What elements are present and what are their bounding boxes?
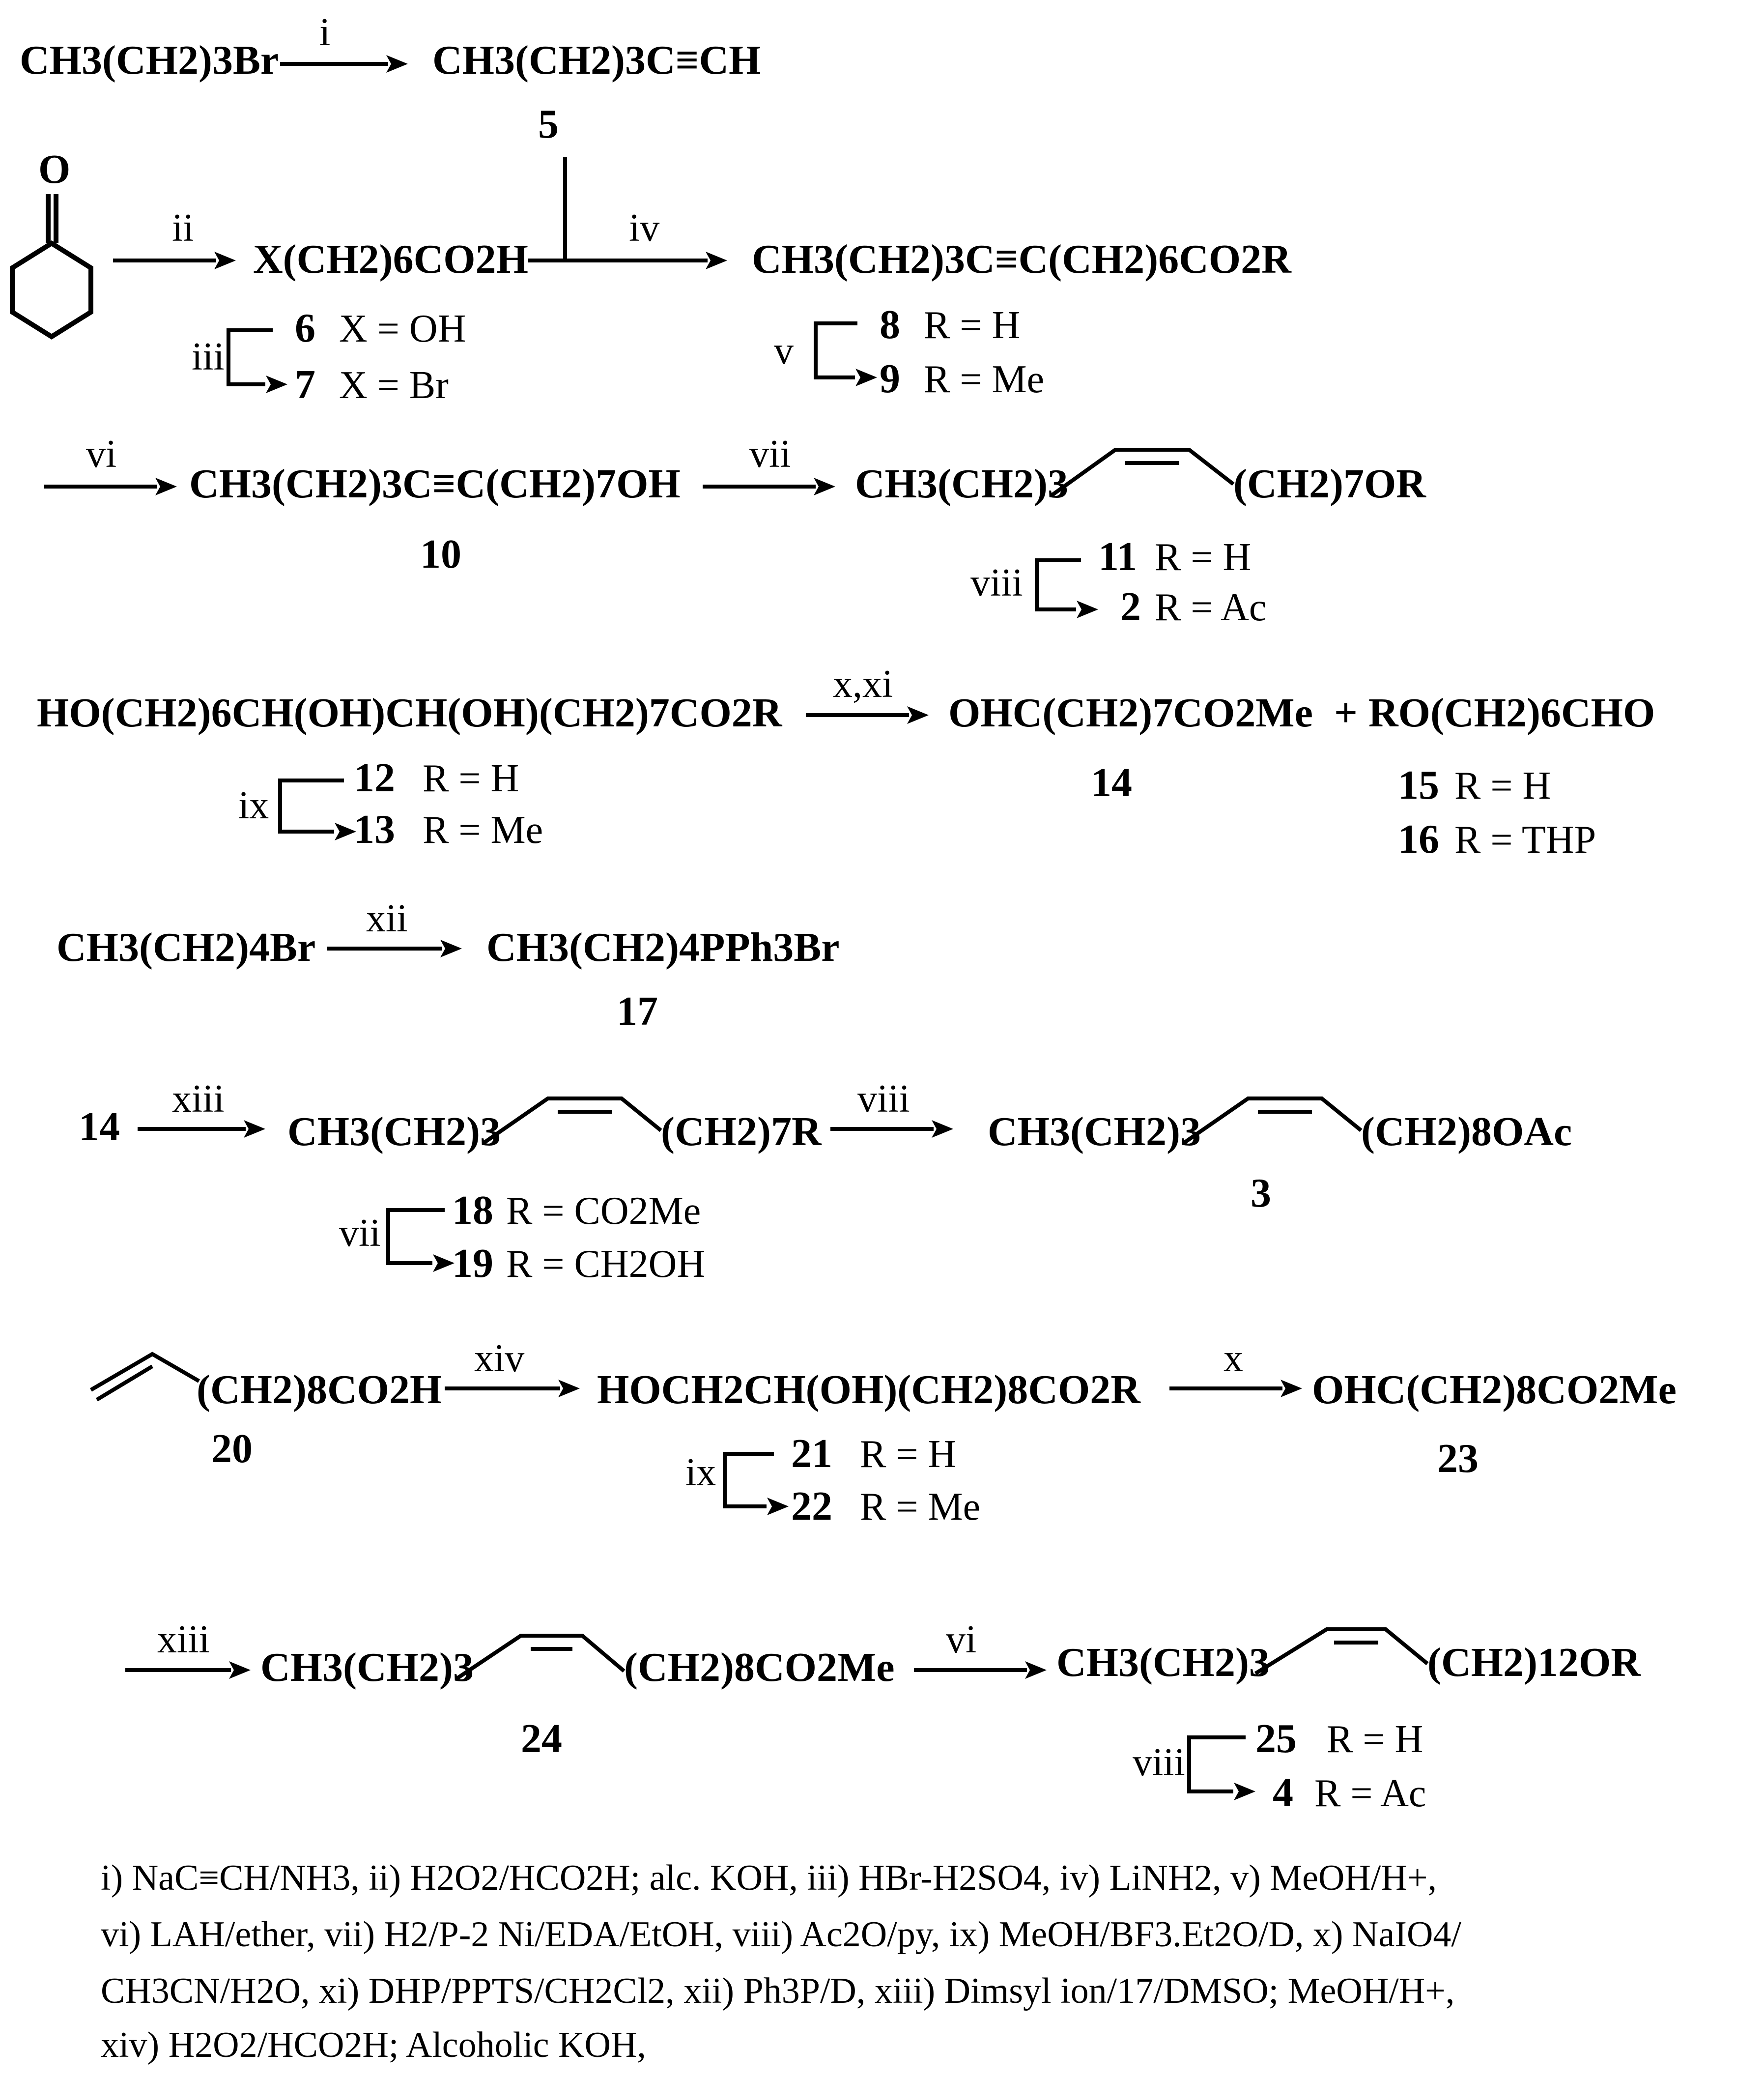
compound-label-5: 5 (538, 101, 559, 147)
compound-label-24: 24 (521, 1716, 562, 1761)
step-label-vi: vi (86, 433, 117, 476)
compound-label-18: 18 (452, 1187, 493, 1233)
compound-label-14: 14 (1091, 760, 1132, 806)
compound-25-definition: R = H (1327, 1718, 1423, 1761)
step-label-ix: ix (238, 784, 269, 827)
compound-label-3: 3 (1251, 1170, 1271, 1216)
compound-label-15: 15 (1398, 762, 1439, 808)
formula-phosphonium-salt: CH3(CH2)4PPh3Br (486, 924, 840, 970)
product-right-group: (CH2)8OAc (1361, 1109, 1572, 1154)
formula-undecynoic-acid: CH3(CH2)3C≡C(CH2)6CO2R (752, 236, 1291, 282)
step-label-viii: viii (970, 561, 1023, 605)
compound-label-6: 6 (295, 305, 315, 351)
alkene-acid-chain: (CH2)8CO2H (197, 1367, 442, 1413)
product-right-group: (CH2)12OR (1427, 1640, 1641, 1685)
step-label-viii: viii (1133, 1741, 1185, 1784)
step-label-vii: vii (749, 433, 791, 476)
formula-hydroxy-aldehyde: RO(CH2)6CHO (1368, 690, 1655, 736)
step-label-ix: ix (685, 1451, 716, 1494)
step-label-viii: viii (857, 1077, 910, 1121)
compound-22-definition: R = Me (860, 1485, 981, 1529)
compound-9-definition: R = Me (924, 358, 1045, 401)
alkene-right-group: (CH2)7R (661, 1109, 822, 1154)
compound-label-11: 11 (1098, 534, 1138, 579)
reagent-legend-line-3: CH3CN/H2O, xi) DHP/PPTS/CH2Cl2, xii) Ph3P/D, xiii) Dimsyl ion/17/DMSO; MeOH/H+, (101, 1971, 1455, 2011)
compound-label-2: 2 (1120, 584, 1141, 630)
alkene-left-group: CH3(CH2)3 (287, 1109, 501, 1154)
formula-undecynol: CH3(CH2)3C≡C(CH2)7OH (189, 461, 681, 507)
step-label-iii: iii (192, 335, 225, 378)
compound-label-17: 17 (617, 988, 658, 1034)
compound-8-definition: R = H (924, 304, 1021, 347)
compound-label-19: 19 (452, 1241, 493, 1286)
compound-15-definition: R = H (1454, 764, 1551, 808)
reagent-legend-line-4: xiv) H2O2/HCO2H; Alcoholic KOH, (101, 2025, 646, 2065)
step-label-v: v (774, 329, 794, 373)
compound-label-22: 22 (791, 1483, 832, 1529)
alkene-right-group: (CH2)8CO2Me (624, 1645, 895, 1690)
formula-aldehyde-ester-23: OHC(CH2)8CO2Me (1312, 1367, 1677, 1413)
step-label-vi: vi (946, 1618, 977, 1661)
formula-hexyne: CH3(CH2)3C≡CH (432, 37, 761, 83)
alkene-left-group: CH3(CH2)3 (855, 461, 1068, 507)
reagent-legend-line-1: i) NaC≡CH/NH3, ii) H2O2/HCO2H; alc. KOH, iii) HBr-H2SO4, iv) LiNH2, v) MeOH/H+, (101, 1858, 1437, 1898)
formula-butyl-bromide: CH3(CH2)3Br (20, 37, 279, 83)
compound-label-20: 20 (211, 1426, 253, 1472)
compound-label-7: 7 (295, 362, 315, 407)
reagent-legend-line-2: vi) LAH/ether, vii) H2/P-2 Ni/EDA/EtOH, viii) Ac2O/py, ix) MeOH/BF3.Et2O/D, x) NaIO4/ (101, 1914, 1461, 1955)
formula-pentyl-bromide: CH3(CH2)4Br (57, 924, 316, 970)
compound-2-definition: R = Ac (1155, 586, 1267, 629)
alkene-left-group: CH3(CH2)3 (260, 1645, 474, 1690)
compound-label-13: 13 (354, 807, 395, 852)
step-label-xiv: xiv (474, 1337, 525, 1380)
step-label-xii: xii (366, 897, 408, 940)
compound-21-definition: R = H (860, 1433, 957, 1476)
formula-hydroxy-heptanoic-acid: X(CH2)6CO2H (253, 236, 528, 282)
compound-label-16: 16 (1398, 816, 1439, 862)
compound-18-definition: R = CO2Me (506, 1189, 701, 1233)
formula-dihydroxy-acid: HOCH2CH(OH)(CH2)8CO2R (597, 1367, 1140, 1413)
product-left-group: CH3(CH2)3 (1056, 1640, 1270, 1685)
compound-7-definition: X = Br (339, 364, 449, 407)
plus-sign: + (1334, 690, 1358, 736)
alkene-right-group: (CH2)7OR (1233, 461, 1426, 507)
step-label-i: i (319, 11, 331, 54)
formula-dihydroxy-ester: HO(CH2)6CH(OH)CH(OH)(CH2)7CO2R (37, 690, 782, 736)
compound-label-14-start: 14 (79, 1104, 120, 1150)
step-label-xiii: xiii (172, 1077, 225, 1121)
compound-label-4: 4 (1273, 1770, 1293, 1816)
product-left-group: CH3(CH2)3 (988, 1109, 1201, 1154)
step-label-xiii: xiii (157, 1618, 210, 1661)
compound-label-21: 21 (791, 1431, 832, 1476)
compound-label-12: 12 (354, 755, 395, 801)
compound-label-9: 9 (880, 356, 900, 402)
compound-12-definition: R = H (423, 757, 519, 800)
compound-label-23: 23 (1437, 1436, 1479, 1481)
step-label-ii: ii (172, 206, 194, 250)
compound-16-definition: R = THP (1454, 818, 1596, 862)
carbonyl-oxygen: O (38, 146, 71, 192)
compound-label-25: 25 (1255, 1716, 1297, 1761)
step-label-x-xi: x,xi (833, 663, 893, 706)
compound-4-definition: R = Ac (1314, 1772, 1426, 1815)
compound-label-10: 10 (420, 531, 461, 577)
compound-13-definition: R = Me (423, 808, 543, 852)
step-label-x: x (1223, 1337, 1243, 1380)
step-label-iv: iv (629, 206, 660, 250)
compound-6-definition: X = OH (339, 307, 466, 350)
compound-11-definition: R = H (1155, 536, 1252, 579)
compound-label-8: 8 (880, 302, 900, 347)
step-label-vii: vii (339, 1212, 381, 1255)
formula-aldehyde-ester: OHC(CH2)7CO2Me (948, 690, 1313, 736)
compound-19-definition: R = CH2OH (506, 1242, 706, 1286)
